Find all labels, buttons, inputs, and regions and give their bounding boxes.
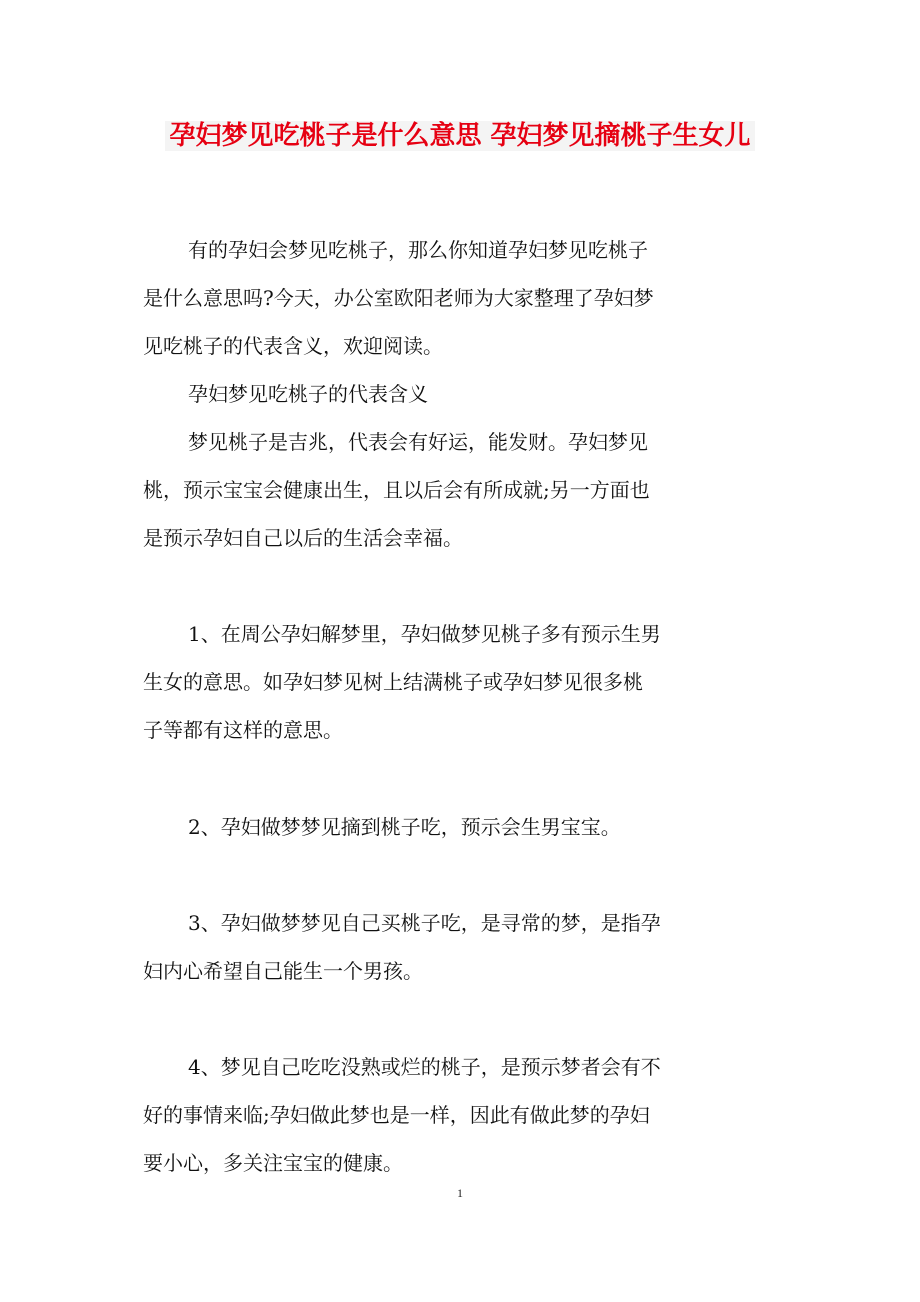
item-3-line-1: 3、孕妇做梦梦见自己买桃子吃，是寻常的梦，是指孕 [188,911,661,935]
title-text: 孕妇梦见吃桃子是什么意思 孕妇梦见摘桃子生女儿 [165,121,754,151]
list-item-3 [143,899,783,995]
intro-line-3: 见吃桃子的代表含义，欢迎阅读。 [143,334,443,358]
item-3-line-2: 妇内心希望自己能生一个男孩。 [143,959,423,983]
item-4-line-3: 要小心，多关注宝宝的健康。 [143,1151,403,1175]
section-heading-text: 孕妇梦见吃桃子的代表含义 [188,382,428,406]
list-item-4 [143,1043,783,1187]
meaning-line-1: 梦见桃子是吉兆，代表会有好运，能发财。孕妇梦见 [188,430,648,454]
list-item-1 [143,610,783,754]
page-number: 1 [457,1186,463,1200]
intro-paragraph [143,226,783,370]
item-1-line-1: 1、在周公孕妇解梦里，孕妇做梦见桃子多有预示生男 [188,622,661,646]
item-2-line-1: 2、孕妇做梦梦见摘到桃子吃，预示会生男宝宝。 [188,815,621,839]
item-4-line-1: 4、梦见自己吃吃没熟或烂的桃子，是预示梦者会有不 [188,1055,661,1079]
meaning-paragraph [143,418,783,562]
item-1-line-3: 子等都有这样的意思。 [143,718,343,742]
document-title [0,112,920,160]
section-heading [143,370,783,418]
item-4-line-2: 好的事情来临;孕妇做此梦也是一样，因此有做此梦的孕妇 [143,1103,650,1127]
intro-line-2: 是什么意思吗?今天，办公室欧阳老师为大家整理了孕妇梦 [143,286,654,310]
item-1-line-2: 生女的意思。如孕妇梦见树上结满桃子或孕妇梦见很多桃 [143,670,643,694]
list-item-2 [143,803,783,851]
meaning-line-3: 是预示孕妇自己以后的生活会幸福。 [143,526,463,550]
intro-line-1: 有的孕妇会梦见吃桃子，那么你知道孕妇梦见吃桃子 [188,238,648,262]
meaning-line-2: 桃，预示宝宝会健康出生，且以后会有所成就;另一方面也 [143,478,650,502]
